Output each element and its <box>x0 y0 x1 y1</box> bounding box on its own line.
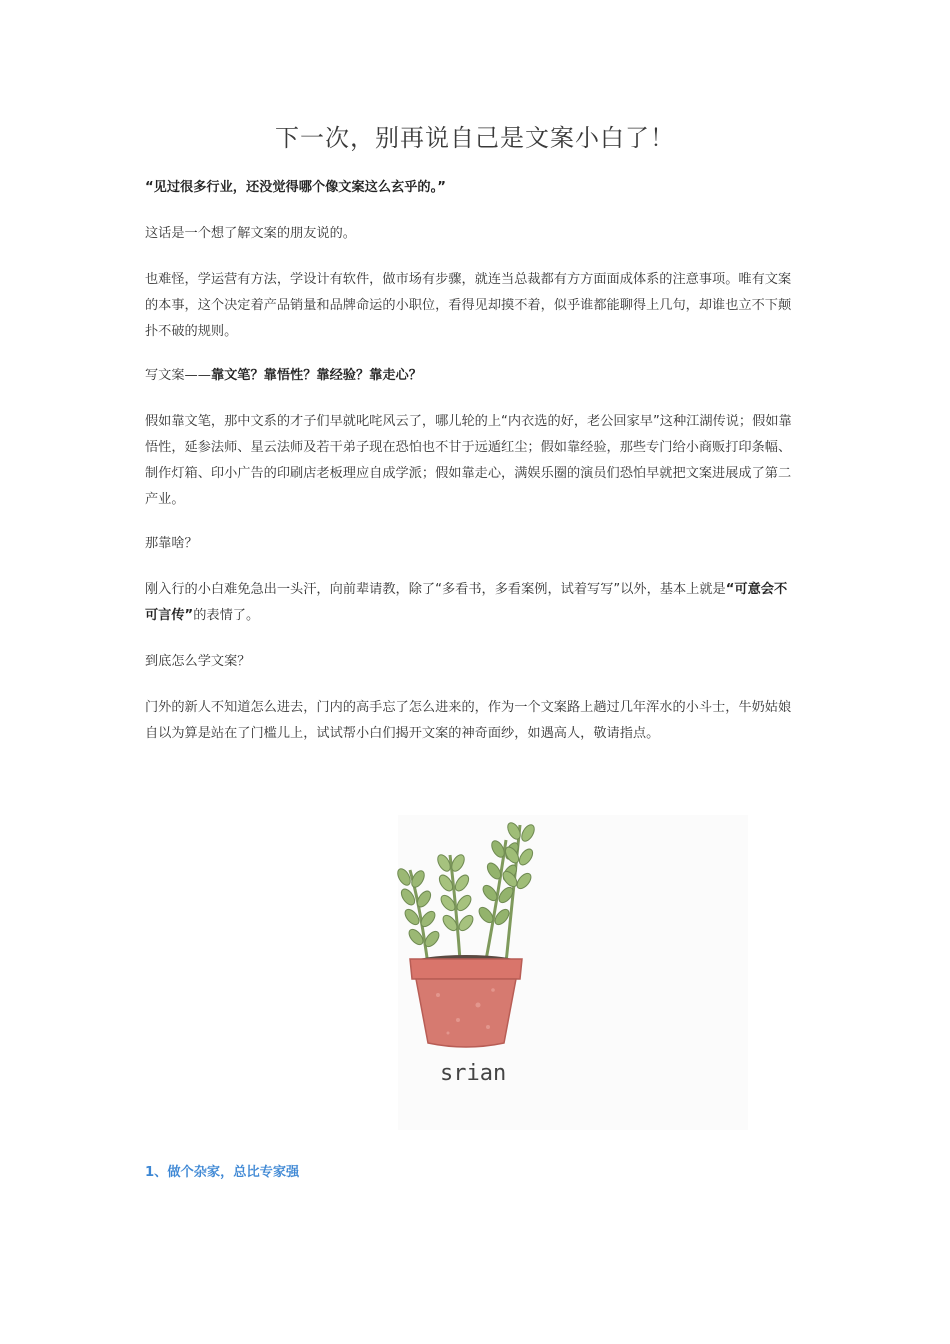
newcomer-bold: “可意会不可言传” <box>145 582 788 623</box>
paragraph-how-to-learn: 到底怎么学文案？ <box>145 654 251 669</box>
question-bold: 靠文笔？靠悟性？靠经验？靠走心？ <box>210 368 422 383</box>
succulent-pot-image <box>388 815 748 1130</box>
plant-illustration <box>388 815 748 1130</box>
section-heading: 1、做个杂家，总比专家强 <box>145 1165 300 1180</box>
newcomer-suffix: 的表情了。 <box>193 608 260 623</box>
quote-paragraph: “见过很多行业，还没觉得哪个像文案这么玄乎的。” <box>145 180 446 195</box>
paragraph-hypotheses: 假如靠文笔，那中文系的才子们早就叱咤风云了，哪儿轮的上“内衣选的好，老公回家早”这种江湖传说；假如靠悟性，延参法师、星云法师及若干弟子现在恐怕也不甘于远遁红尘；假如靠经验，那些专门给小商贩打印条幅、制作灯箱、印小广告的印刷店老板理应自成学派；假如靠走心，满娱乐圈的演员们恐怕早就把文案进展成了第二产业。 <box>145 414 792 507</box>
paragraph-door: 门外的新人不知道怎么进去，门内的高手忘了怎么进来的，作为一个文案路上趟过几年浑水的小斗士，牛奶姑娘自以为算是站在了门槛儿上，试试帮小白们揭开文案的神奇面纱，如遇高人，敬请指点。 <box>145 700 792 741</box>
newcomer-prefix: 刚入行的小白难免急出一头汗，向前辈请教，除了“多看书，多看案例，试着写写”以外，基本上就是 <box>145 582 726 597</box>
question-prefix: 写文案—— <box>145 368 211 383</box>
paragraph-intro: 也难怪，学运营有方法，学设计有软件，做市场有步骤，就连当总裁都有方方面面成体系的注意事项。唯有文案的本事，这个决定着产品销量和品牌命运的小职位，看得见却摸不着，似乎谁都能聊得上几句，却谁也立不下颠扑不破的规则。 <box>145 272 792 339</box>
paragraph-question <box>145 363 797 389</box>
paragraph-newcomer <box>145 577 797 629</box>
page-title: 下一次，别再说自己是文案小白了！ <box>275 124 675 152</box>
paragraph-friend: 这话是一个想了解文案的朋友说的。 <box>145 226 356 241</box>
paragraph-then-what: 那靠啥？ <box>145 536 198 551</box>
image-caption: srian <box>440 1061 507 1086</box>
